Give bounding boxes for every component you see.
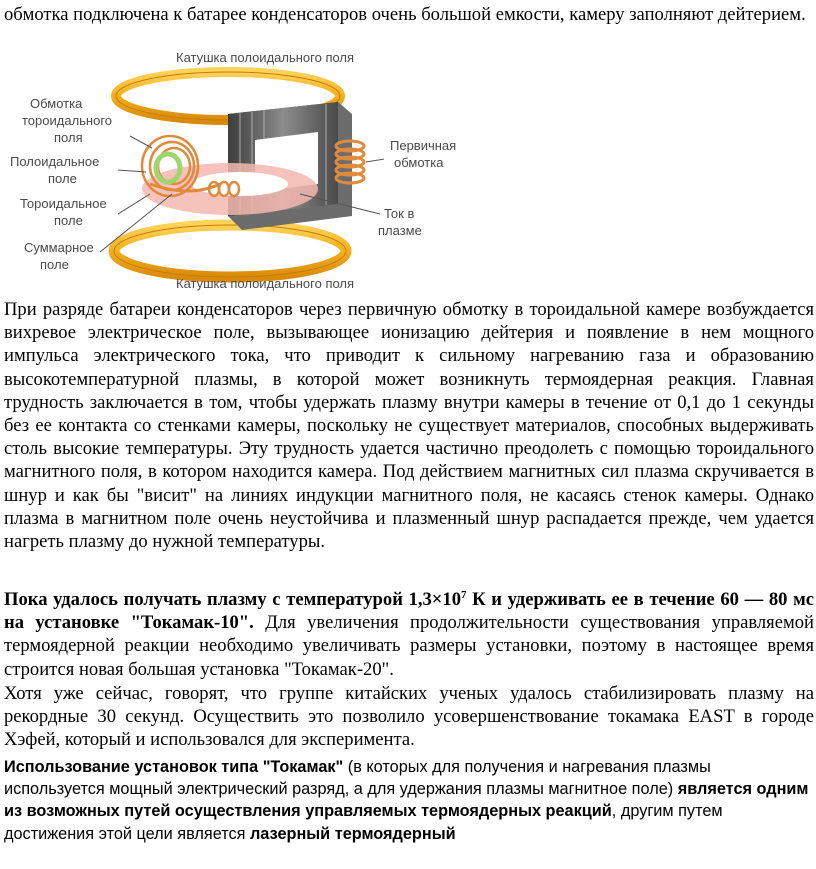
label-primary-winding-1: Первичная (390, 138, 457, 153)
body-paragraph-discharge: При разряде батареи конденсаторов через первичную обмотку в тороидальной камере возбуждается вихревое электрическое поле, вызывающее ионизацию дейтерия и появление в нем мощного импульса электрического тока, что приводит к сильному нагреванию газа и образованию высокотемпературной плазмы, в которой может возникнуть термоядерная реакция. Главная трудность заключается в том, чтобы удержать плазму внутри камеры в течение от 0,1 до 1 секунды без ее контакта со стенками камеры, поскольку не существует материалов, способных выдерживать столь высокие температуры. Эту трудность удается частично преодолеть с помощью тороидального магнитного поля, в котором находится камера. Под действием магнитных сил плазма скручивается в шнур и как бы "висит" на линиях индукции магнитного поля, не касаясь стенок камеры. Однако плазма в магнитном поле очень неустойчива и плазменный шнур распадается прежде, чем удается нагреть плазму до нужной температуры. (4, 299, 814, 553)
label-plasma-current-1: Ток в (384, 206, 415, 221)
label-toroidal-field-2: поле (54, 213, 83, 228)
label-poloidal-field-2: поле (48, 171, 77, 186)
label-toroidal-field-1: Тороидальное (20, 196, 107, 211)
highlight-temperature: Пока удалось получать плазму с температурой $1,3\times 10^7$ К и удерживать ее в течение 60 — 80 мс на установке "Токамак-10". (4, 588, 814, 634)
label-total-field-1: Суммарное (24, 240, 94, 255)
emphasis-laser-fusion: лазерный термоядерный (249, 824, 456, 843)
tokamak-diagram (0, 44, 480, 294)
emphasis-tokamak-usage: Использование установок типа "Токамак" (4, 758, 344, 776)
label-poloidal-field-1: Полоидальное (10, 154, 100, 169)
body-paragraph-tokamak10 (4, 588, 814, 681)
tokamak20-text: Для увеличения продолжительности существования управляемой термоядерной реакции необходимо увеличивать размеры установки, поэтому в настоящее время строится новая большая установка "Токамак-20". (4, 612, 814, 680)
body-paragraph-east: Хотя уже сейчас, говорят, что группе китайских ученых удалось стабилизировать плазму на рекордные 30 секунд. Осуществить это позволило усовершенствование токамака EAST в городе Хэфей, который и использовался для эксперимента. (4, 683, 814, 751)
label-toroidal-winding-2: тороидального (22, 113, 113, 128)
label-plasma-current-2: плазме (378, 223, 422, 238)
label-primary-winding-2: обмотка (394, 155, 444, 170)
intro-paragraph: обмотка подключена к батарее конденсаторов очень большой емкости, камеру заполняют дейтерием. (4, 4, 806, 25)
label-toroidal-winding-1: Обмотка (30, 96, 83, 111)
emphasis-possible-path: является одним из возможных путей осуществления управляемых термоядерных реакций (4, 780, 809, 821)
body-paragraph-tokamak-usage: Использование установок типа "Токамак" (в которых для получения и нагревания плазмы используется мощный электрический разряд, а для удержания плазмы магнитное поле) является одним из возможных путей осуществления управляемых термоядерных реакций, другим путем достижения этой цели является лазерный термоядерный (4, 758, 809, 843)
label-top-coil: Катушка полоидального поля (176, 50, 355, 65)
label-bottom-coil: Катушка полоидального поля (176, 276, 355, 291)
label-total-field-2: поле (40, 257, 69, 272)
bottom-poloidal-coil (114, 225, 346, 277)
label-toroidal-winding-3: поля (54, 130, 83, 145)
